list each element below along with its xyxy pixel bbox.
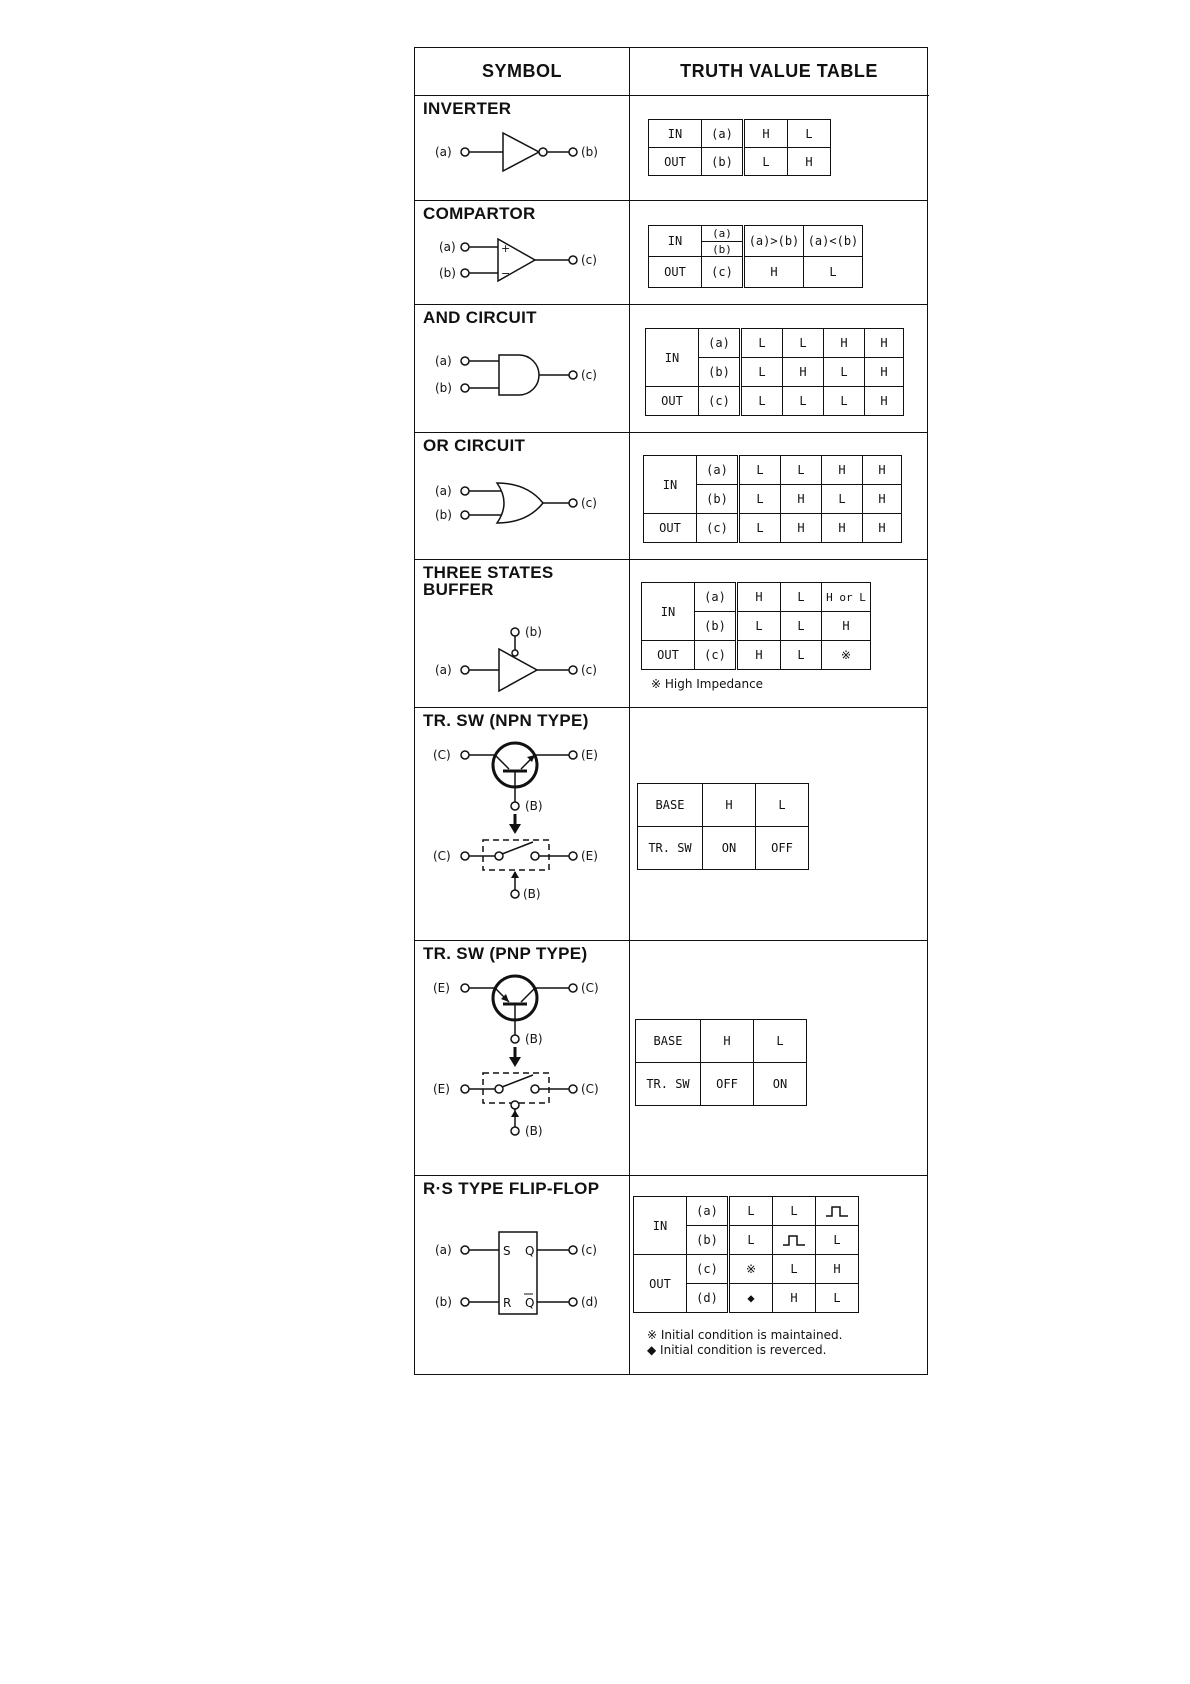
row-three-states-buffer	[415, 560, 927, 708]
high-impedance-note: ※ High Impedance	[651, 677, 764, 691]
and-gate-symbol	[415, 305, 629, 432]
rs-truth-table: IN (a) L L (b) L L OUT (c) ※ L H (d) ◆ H L	[633, 1196, 859, 1313]
row-title: THREE STATES BUFFER	[423, 563, 554, 599]
pin-label: (C)	[433, 748, 451, 762]
symbol-truth-table-sheet	[414, 47, 928, 1375]
pnp-transistor-switch-symbol	[415, 941, 629, 1175]
pin-label: (E)	[581, 849, 598, 863]
pin-label: (c)	[581, 368, 597, 382]
pin-label: (c)	[581, 1243, 597, 1257]
minus-sign: −	[501, 267, 511, 280]
pin-label: (a)	[435, 1243, 452, 1257]
note-maintained: ※ Initial condition is maintained.	[647, 1328, 843, 1342]
pin-label: (B)	[525, 799, 543, 813]
pin-label: (a)	[435, 354, 452, 368]
ff-q-label: Q	[525, 1244, 535, 1258]
pin-label: (c)	[581, 253, 597, 267]
ff-r-label: R	[503, 1296, 512, 1310]
pin-label: (E)	[433, 1082, 450, 1096]
comparator-symbol	[415, 201, 629, 304]
row-and-circuit	[415, 305, 927, 433]
ff-qbar-label: Q	[525, 1296, 535, 1310]
npn-truth-table: BASE H L TR. SW ON OFF	[637, 783, 809, 870]
pin-label: (d)	[581, 1295, 598, 1309]
pulse-cell	[773, 1226, 816, 1255]
three-state-buffer-symbol	[415, 560, 629, 707]
pulse-icon	[825, 1204, 849, 1218]
pin-label: (E)	[581, 748, 598, 762]
pin-label: (b)	[439, 266, 456, 280]
flip-flop-notes	[647, 1328, 842, 1358]
row-npn-switch	[415, 708, 927, 941]
rs-flip-flop-symbol	[415, 1176, 629, 1376]
pin-label: (b)	[435, 1295, 452, 1309]
pin-label: (a)	[435, 145, 452, 159]
pin-label: (b)	[525, 625, 542, 639]
row-title: INVERTER	[423, 99, 512, 118]
or-truth-table: IN (a) L L H H (b) L H L H OUT (c) L H H H	[643, 455, 902, 543]
pnp-truth-table: BASE H L TR. SW OFF ON	[635, 1019, 807, 1106]
truth-table-column-header: TRUTH VALUE TABLE	[629, 48, 929, 96]
pin-label: (E)	[433, 981, 450, 995]
row-rs-flip-flop	[415, 1176, 927, 1376]
row-inverter	[415, 96, 927, 201]
pin-label: (a)	[435, 663, 452, 677]
pin-label: (C)	[581, 981, 599, 995]
pin-label: (c)	[581, 496, 597, 510]
inverter-symbol	[415, 96, 629, 200]
pin-label: (c)	[581, 663, 597, 677]
pin-label: (B)	[525, 1032, 543, 1046]
three-state-truth-table: IN (a) H L H or L (b) L L H OUT (c) H L ※	[641, 582, 871, 670]
or-gate-symbol	[415, 433, 629, 559]
row-title: COMPARTOR	[423, 204, 536, 223]
pin-label: (B)	[525, 1124, 543, 1138]
and-truth-table: IN (a) L L H H (b) L H L H OUT (c) L L L H	[645, 328, 904, 416]
row-title: TR. SW (NPN TYPE)	[423, 711, 589, 730]
pin-label: (a)	[435, 484, 452, 498]
row-title: OR CIRCUIT	[423, 436, 526, 455]
pin-label: (C)	[433, 849, 451, 863]
pulse-cell	[816, 1197, 859, 1226]
pin-label: (a)	[439, 240, 456, 254]
note-reversed: ◆ Initial condition is reverced.	[647, 1343, 827, 1357]
comparator-truth-table: IN (a) (a)>(b) (a)<(b) (b) OUT (c) H L	[648, 225, 863, 288]
row-title: R·S TYPE FLIP-FLOP	[423, 1179, 600, 1198]
pin-label: (b)	[435, 508, 452, 522]
row-pnp-switch	[415, 941, 927, 1176]
inverter-truth-table: IN (a) H L OUT (b) L H	[648, 119, 831, 176]
ff-s-label: S	[503, 1244, 511, 1258]
pin-label: (C)	[581, 1082, 599, 1096]
row-title: TR. SW (PNP TYPE)	[423, 944, 588, 963]
npn-transistor-switch-symbol	[415, 708, 629, 940]
plus-sign: +	[501, 242, 511, 255]
pin-label: (b)	[581, 145, 598, 159]
pin-label: (b)	[435, 381, 452, 395]
symbol-column-header: SYMBOL	[415, 48, 629, 96]
pulse-icon	[782, 1233, 806, 1247]
pin-label: (B)	[523, 887, 541, 901]
row-comparator	[415, 201, 927, 305]
row-or-circuit	[415, 433, 927, 560]
row-title: AND CIRCUIT	[423, 308, 537, 327]
